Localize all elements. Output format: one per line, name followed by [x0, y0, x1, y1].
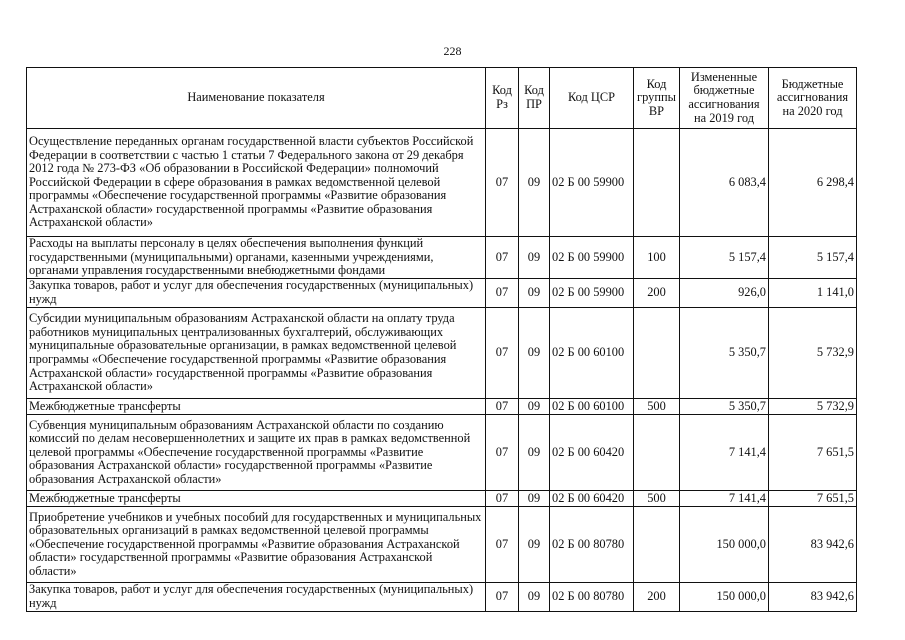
- row-2019: 5 350,7: [680, 308, 769, 399]
- table-row: [27, 308, 857, 399]
- row-csr: 02 Б 00 80780: [550, 507, 634, 583]
- header-2020: Бюджетные ассигнования на 2020 год: [769, 68, 857, 129]
- row-rz: 07: [486, 415, 519, 491]
- row-vr: [634, 507, 680, 583]
- table-row: [27, 583, 857, 612]
- row-name: Закупка товаров, работ и услуг для обеспечения государственных (муниципальных) нужд: [27, 279, 486, 308]
- row-pr: 09: [519, 507, 550, 583]
- header-pr: Код ПР: [519, 68, 550, 129]
- row-csr: 02 Б 00 60100: [550, 308, 634, 399]
- row-rz: 07: [486, 583, 519, 612]
- row-vr: 500: [634, 491, 680, 507]
- row-name: Закупка товаров, работ и услуг для обеспечения государственных (муниципальных) нужд: [27, 583, 486, 612]
- row-2020: 6 298,4: [769, 129, 857, 237]
- row-2019: 5 157,4: [680, 237, 769, 279]
- row-vr: [634, 308, 680, 399]
- table-row: [27, 279, 857, 308]
- row-pr: 09: [519, 237, 550, 279]
- row-vr: [634, 415, 680, 491]
- row-csr: 02 Б 00 60420: [550, 415, 634, 491]
- row-csr: 02 Б 00 59900: [550, 237, 634, 279]
- header-2019: Измененные бюджетные ассигнования на 2019 год: [680, 68, 769, 129]
- row-vr: 200: [634, 279, 680, 308]
- row-name: Межбюджетные трансферты: [27, 399, 486, 415]
- row-2020: 83 942,6: [769, 583, 857, 612]
- row-name: Расходы на выплаты персоналу в целях обеспечения выполнения функций государственными (муниципальными) органами, казенными учреждениями, органами управления государственными внебюджетными фондами: [27, 237, 486, 279]
- row-pr: 09: [519, 491, 550, 507]
- row-rz: 07: [486, 279, 519, 308]
- table-row: [27, 237, 857, 279]
- table-row: [27, 129, 857, 237]
- row-csr: 02 Б 00 60420: [550, 491, 634, 507]
- row-2019: 150 000,0: [680, 583, 769, 612]
- header-rz: Код Рз: [486, 68, 519, 129]
- table-row: [27, 491, 857, 507]
- row-rz: 07: [486, 308, 519, 399]
- row-rz: 07: [486, 237, 519, 279]
- page-number: 228: [443, 44, 462, 58]
- row-vr: 500: [634, 399, 680, 415]
- row-pr: 09: [519, 279, 550, 308]
- row-rz: 07: [486, 507, 519, 583]
- row-rz: 07: [486, 399, 519, 415]
- budget-table: [26, 67, 857, 612]
- row-2020: 7 651,5: [769, 415, 857, 491]
- header-csr: Код ЦСР: [550, 68, 634, 129]
- header-vr: Код группы ВР: [634, 68, 680, 129]
- row-2019: 6 083,4: [680, 129, 769, 237]
- row-name: Межбюджетные трансферты: [27, 491, 486, 507]
- row-vr: [634, 129, 680, 237]
- row-vr: 200: [634, 583, 680, 612]
- table-row: [27, 399, 857, 415]
- row-name: Приобретение учебников и учебных пособий для государственных и муниципальных образовательных организаций в рамках ведомственной целевой программы «Обеспечение государственной программы «Развитие образования Астраханской области» государственной программы «Развитие образования Астраханской области»: [27, 507, 486, 583]
- row-2020: 83 942,6: [769, 507, 857, 583]
- row-pr: 09: [519, 399, 550, 415]
- row-pr: 09: [519, 415, 550, 491]
- row-csr: 02 Б 00 59900: [550, 279, 634, 308]
- row-pr: 09: [519, 583, 550, 612]
- row-2019: 926,0: [680, 279, 769, 308]
- row-2020: 5 157,4: [769, 237, 857, 279]
- row-name: Осуществление переданных органам государственной власти субъектов Российской Федерации в соответствии с частью 1 статьи 7 Федерального закона от 29 декабря 2012 года № 273-ФЗ «Об образовании в Российской Федерации» полномочий Российской Федерации в сфере образования в рамках ведомственной целевой программы «Обеспечение государственной программы «Развитие образования Астраханской области» государственной программы «Развитие образования Астраханской области»: [27, 129, 486, 237]
- row-csr: 02 Б 00 59900: [550, 129, 634, 237]
- row-csr: 02 Б 00 60100: [550, 399, 634, 415]
- row-2020: 1 141,0: [769, 279, 857, 308]
- row-2020: 7 651,5: [769, 491, 857, 507]
- row-2019: 7 141,4: [680, 491, 769, 507]
- row-rz: 07: [486, 491, 519, 507]
- row-pr: 09: [519, 308, 550, 399]
- row-2020: 5 732,9: [769, 399, 857, 415]
- row-vr: 100: [634, 237, 680, 279]
- row-2019: 7 141,4: [680, 415, 769, 491]
- table-row: [27, 415, 857, 491]
- row-2019: 5 350,7: [680, 399, 769, 415]
- row-rz: 07: [486, 129, 519, 237]
- row-name: Субсидии муниципальным образованиям Астраханской области на оплату труда работников муниципальных централизованных бухгалтерий, обслуживающих муниципальные образовательные организации, в рамках ведомственной целевой программы «Обеспечение государственной программы «Развитие образования Астраханской области» государственной программы «Развитие образования Астраханской области»: [27, 308, 486, 399]
- table-row: [27, 507, 857, 583]
- row-csr: 02 Б 00 80780: [550, 583, 634, 612]
- table-header-row: [27, 68, 857, 129]
- header-name: Наименование показателя: [27, 68, 486, 129]
- row-name: Субвенция муниципальным образованиям Астраханской области по созданию комиссий по делам несовершеннолетних и защите их прав в рамках ведомственной целевой программы «Обеспечение государственной программы «Развитие образования Астраханской области» государственной программы «Развитие образования Астраханской области»: [27, 415, 486, 491]
- row-2020: 5 732,9: [769, 308, 857, 399]
- row-pr: 09: [519, 129, 550, 237]
- row-2019: 150 000,0: [680, 507, 769, 583]
